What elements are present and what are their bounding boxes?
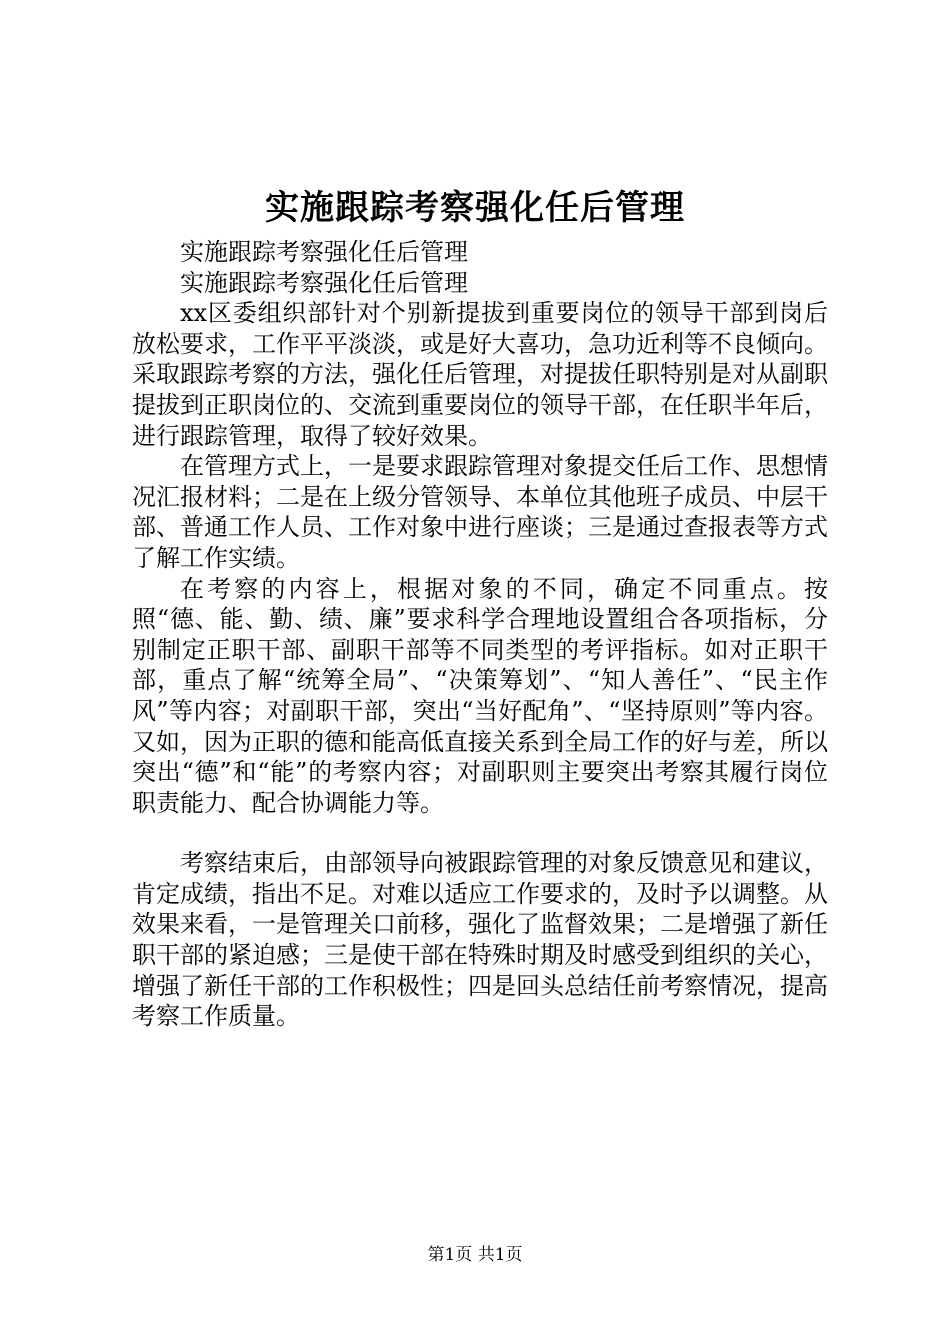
document-body [132,237,828,1032]
paragraph-intro: xx区委组织部针对个别新提拔到重要岗位的领导干部到岗后放松要求，工作平平淡淡，或是好大喜功，急功近利等不良倾向。采取跟踪考察的方法，强化任后管理，对提拔任职特别是对从副职提拔到正职岗位的、交流到重要岗位的领导干部，在任职半年后，进行跟踪管理，取得了较好效果。 [132,299,828,450]
subtitle-line-1: 实施跟踪考察强化任后管理 [180,238,468,266]
page-footer: 第1页 共1页 [427,1245,523,1265]
paragraph-management-method: 在管理方式上，一是要求跟踪管理对象提交任后工作、思想情况汇报材料；二是在上级分管领导、本单位其他班子成员、中层干部、普通工作人员、工作对象中进行座谈；三是通过查报表等方式了解工作实绩。 [132,452,828,572]
subtitle-line-2: 实施跟踪考察强化任后管理 [180,268,468,297]
paragraph-assessment-content: 在考察的内容上，根据对象的不同，确定不同重点。按照“德、能、勤、绩、廉”要求科学合理地设置组合各项指标，分别制定正职干部、副职干部等不同类型的考评指标。如对正职干部，重点了解“统筹全局”、“决策筹划”、“知人善任”、“民主作风”等内容；对副职干部，突出“当好配角”、“坚持原则”等内容。又如，因为正职的德和能高低直接关系到全局工作的好与差，所以突出“德”和“能”的考察内容；对副职则主要突出考察其履行岗位职责能力、配合协调能力等。 [132,574,828,817]
paragraph-results: 考察结束后，由部领导向被跟踪管理的对象反馈意见和建议，肯定成绩，指出不足。对难以适应工作要求的，及时予以调整。从效果来看，一是管理关口前移，强化了监督效果；二是增强了新任职干部的紧迫感；三是使干部在特殊时期及时感受到组织的关心，增强了新任干部的工作积极性；四是回头总结任前考察情况，提高考察工作质量。 [132,849,828,1031]
document-title: 实施跟踪考察强化任后管理 [265,188,685,228]
